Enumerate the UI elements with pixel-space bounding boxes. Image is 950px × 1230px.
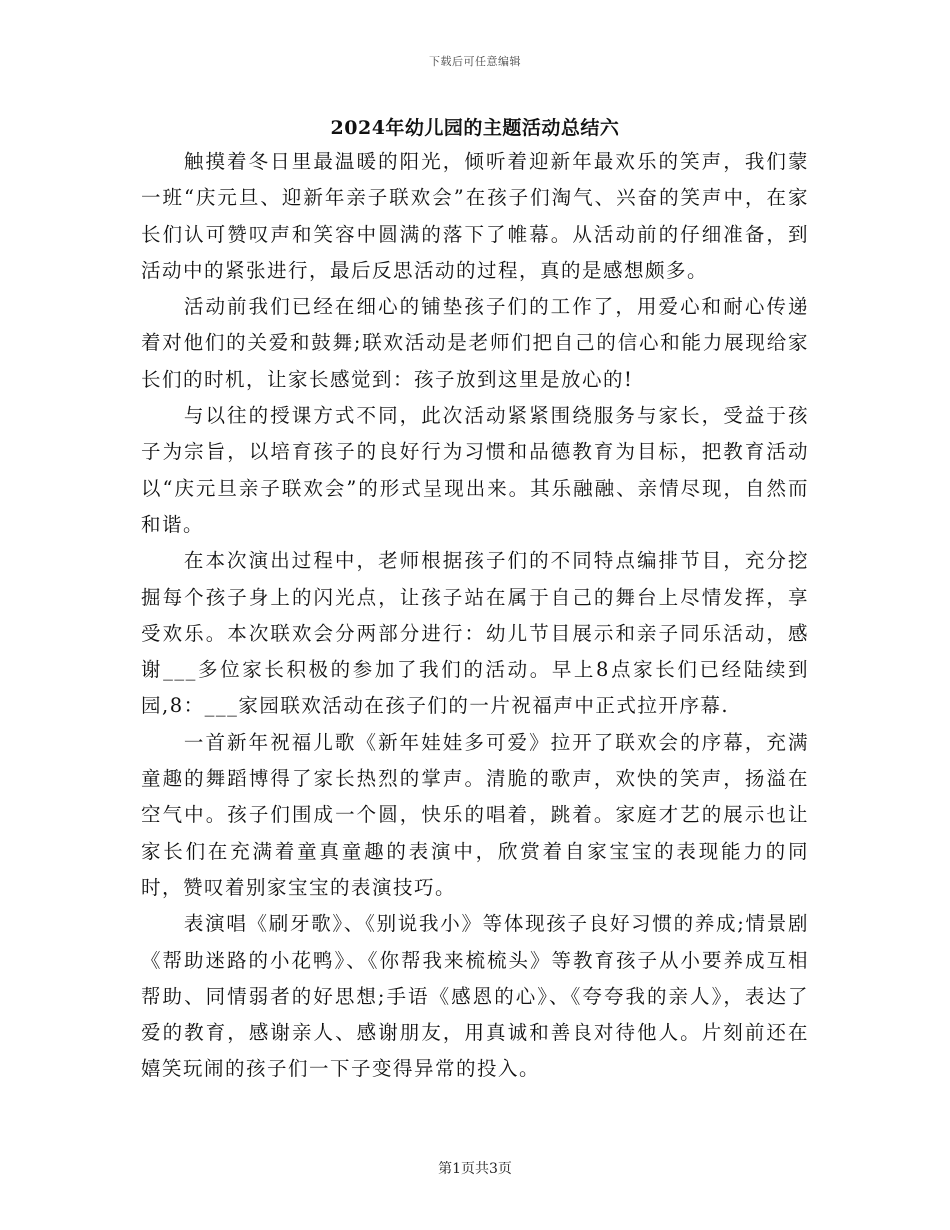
document-body	[141, 144, 809, 1088]
page-header: 下载后可任意编辑	[429, 55, 521, 68]
paragraph: 与以往的授课方式不同，此次活动紧紧围绕服务与家长，受益于孩子为宗旨，以培育孩子的良好行为习惯和品德教育为目标，把教育活动以“庆元旦亲子联欢会”的形式呈现出来。其乐融融、亲情尽现，自然而和谐。	[141, 404, 809, 536]
paragraph: 活动前我们已经在细心的铺垫孩子们的工作了，用爱心和耐心传递着对他们的关爱和鼓舞;联欢活动是老师们把自己的信心和能力展现给家长们的时机，让家长感觉到：孩子放到这里是放心的!	[141, 295, 809, 391]
paragraph: 触摸着冬日里最温暖的阳光，倾听着迎新年最欢乐的笑声，我们蒙一班“庆元旦、迎新年亲子联欢会”在孩子们淘气、兴奋的笑声中，在家长们认可赞叹声和笑容中圆满的落下了帷幕。从活动前的仔细准备，到活动中的紧张进行，最后反思活动的过程，真的是感想颇多。	[141, 150, 809, 282]
paragraph: 一首新年祝福儿歌《新年娃娃多可爱》拉开了联欢会的序幕，充满童趣的舞蹈博得了家长热烈的掌声。清脆的歌声，欢快的笑声，扬溢在空气中。孩子们围成一个圆，快乐的唱着，跳着。家庭才艺的展示也让家长们在充满着童真童趣的表演中，欣赏着自家宝宝的表现能力的同时，赞叹着别家宝宝的表演技巧。	[141, 730, 809, 899]
paragraph: 表演唱《刷牙歌》、《别说我小》等体现孩子良好习惯的养成;情景剧《帮助迷路的小花鸭》、《你帮我来梳梳头》等教育孩子从小要养成互相帮助、同情弱者的好思想;手语《感恩的心》、《夸夸我的亲人》，表达了爱的教育，感谢亲人、感谢朋友，用真诚和善良对待他人。片刻前还在嬉笑玩闹的孩子们一下子变得异常的投入。	[141, 912, 809, 1081]
document-title: 2024年幼儿园的主题活动总结六	[330, 117, 620, 139]
page-number: 第1页共3页	[438, 1161, 512, 1177]
paragraph: 在本次演出过程中，老师根据孩子们的不同特点编排节目，充分挖掘每个孩子身上的闪光点，让孩子站在属于自己的舞台上尽情发挥，享受欢乐。本次联欢会分两部分进行：幼儿节目展示和亲子同乐活动，感谢___多位家长积极的参加了我们的活动。早上8点家长们已经陆续到园,8：___家园联欢活动在孩子们的一片祝福声中正式拉开序幕.	[141, 549, 809, 718]
